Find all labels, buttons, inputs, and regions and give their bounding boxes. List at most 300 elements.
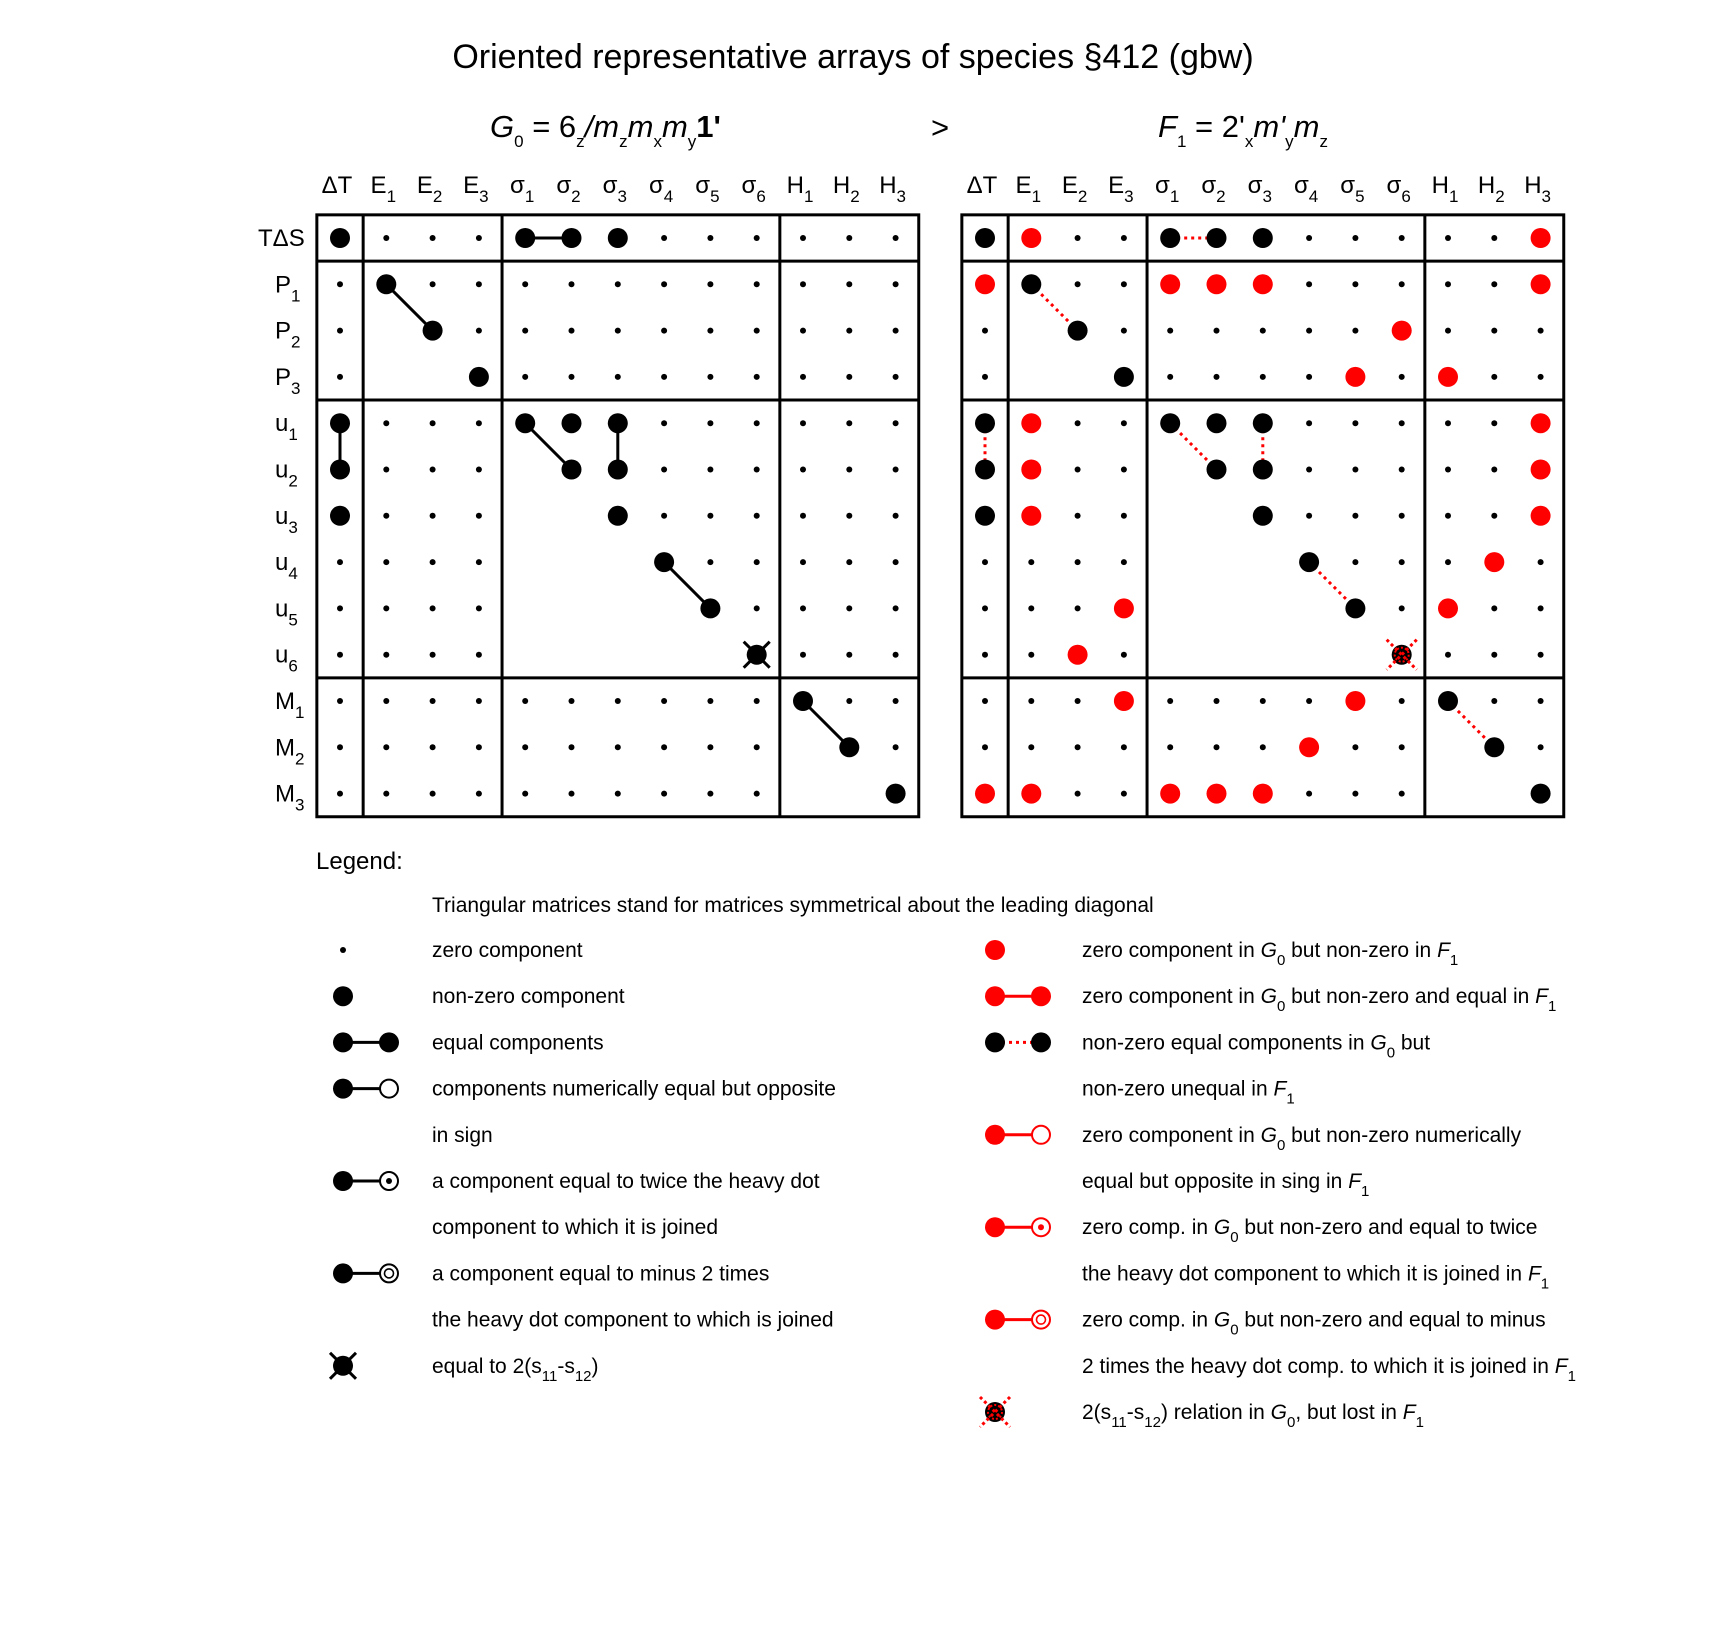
right-col-header (1340, 172, 1364, 206)
legend-left-symbol (333, 1032, 399, 1052)
left-zero-dot (522, 698, 528, 704)
right-zero-dot (1538, 652, 1544, 658)
legend-left-text: in sign (432, 1123, 493, 1147)
right-red-dot (975, 274, 995, 294)
left-zero-dot (754, 744, 760, 750)
right-col-header-base: E (1015, 172, 1032, 199)
right-red-dot (1345, 691, 1365, 711)
legend-part: , but lost in (1295, 1401, 1403, 1424)
left-nonzero-dot (562, 413, 582, 433)
right-zero-dot (1214, 374, 1220, 380)
left-zero-dot (476, 281, 482, 287)
right-zero-dot (1167, 374, 1173, 380)
left-col-header-base: E (463, 172, 480, 199)
left-zero-dot (569, 281, 575, 287)
left-zero-dot (476, 328, 482, 334)
right-zero-dot (1214, 328, 1220, 334)
left-zero-dot (522, 791, 528, 797)
right-red-dot (1114, 691, 1134, 711)
right-zero-dot (982, 652, 988, 658)
right-zero-dot (1028, 652, 1034, 658)
right-zero-dot (1075, 420, 1081, 426)
left-col-header-sub: 6 (756, 187, 766, 206)
right-nonzero-dot (1114, 367, 1134, 387)
left-nonzero-dot (700, 598, 720, 618)
row-header-base: u (275, 502, 289, 530)
left-nonzero-dot (330, 228, 350, 248)
legend-part: G (1213, 1308, 1231, 1332)
right-col-header-sub: 2 (1495, 187, 1505, 206)
right-zero-dot (1352, 420, 1358, 426)
right-col-header (1155, 172, 1179, 206)
right-zero-dot (1306, 281, 1312, 287)
right-nonzero-dot (1207, 460, 1227, 480)
left-zero-dot (754, 235, 760, 241)
right-zero-dot (1491, 328, 1497, 334)
left-col-header-sub: 3 (479, 187, 489, 206)
left-zero-dot (893, 235, 899, 241)
left-nonzero-dot (886, 784, 906, 804)
right-nonzero-dot (1253, 506, 1273, 526)
right-zero-dot (1491, 698, 1497, 704)
right-zero-dot (1445, 559, 1451, 565)
legend-part: non-zero equal components in (1082, 1031, 1371, 1055)
left-zero-dot (522, 328, 528, 334)
left-zero-dot (430, 698, 436, 704)
right-zero-dot (1306, 420, 1312, 426)
right-nonzero-dot (1021, 274, 1041, 294)
legend-left-symbol (333, 986, 353, 1006)
left-zero-dot (893, 374, 899, 380)
right-zero-dot (1445, 328, 1451, 334)
legend-left-text: the heavy dot component to which is joined (432, 1308, 834, 1332)
right-zero-dot (1445, 420, 1451, 426)
legend-part: F (1554, 1354, 1568, 1378)
row-header-base: u (275, 410, 289, 438)
left-zero-dot (661, 744, 667, 750)
right-zero-dot (1491, 652, 1497, 658)
legend-part: but non-zero and equal to minus (1238, 1308, 1546, 1332)
left-zero-dot (707, 281, 713, 287)
left-zero-dot (661, 281, 667, 287)
row-header-sub: 1 (295, 703, 305, 722)
legend-heading: Legend: (316, 848, 403, 875)
left-zero-dot (337, 559, 343, 565)
left-zero-dot (893, 605, 899, 611)
left-zero-dot (476, 420, 482, 426)
row-header (275, 410, 298, 444)
right-red-dot (1253, 274, 1273, 294)
left-col-header-sub: 2 (850, 187, 860, 206)
right-zero-dot (1445, 281, 1451, 287)
right-red-dot (1531, 506, 1551, 526)
row-header (275, 734, 304, 768)
right-col-header (1108, 172, 1133, 206)
left-zero-dot (430, 744, 436, 750)
left-zero-dot (337, 328, 343, 334)
right-red-dot (1438, 598, 1458, 618)
left-nonzero-dot (562, 460, 582, 480)
left-col-header-base: H (786, 172, 804, 199)
right-zero-dot (1306, 791, 1312, 797)
left-zero-dot (893, 513, 899, 519)
left-zero-dot (846, 281, 852, 287)
legend-part: G (1260, 939, 1277, 962)
right-col-header-sub: 1 (1031, 187, 1042, 206)
legend-part: 11 (541, 1367, 558, 1385)
row-header-base: u (275, 549, 289, 577)
left-nonzero-dot (515, 413, 535, 433)
legend-part: zero comp. in (1082, 1308, 1214, 1332)
left-zero-dot (430, 281, 436, 287)
right-zero-dot (1028, 559, 1034, 565)
left-zero-dot (476, 559, 482, 565)
right-zero-dot (1491, 467, 1497, 473)
right-col-header-sub: 3 (1541, 187, 1552, 206)
legend-right-text (1082, 1355, 1576, 1385)
left-nonzero-dot (608, 506, 628, 526)
right-zero-dot (1075, 791, 1081, 797)
row-header-sub: 2 (288, 471, 298, 491)
left-zero-dot (846, 652, 852, 658)
left-col-header-sub: 3 (617, 187, 627, 206)
legend-part: 12 (1144, 1414, 1161, 1431)
legend-part: 11 (1111, 1414, 1127, 1431)
right-zero-dot (1121, 235, 1127, 241)
legend-part: 2 times the heavy dot comp. to which it is joined in (1082, 1354, 1555, 1378)
legend-right-symbol (985, 1032, 1051, 1052)
left-col-header-sub: 1 (803, 187, 814, 206)
right-col-header (1201, 172, 1225, 206)
row-header-base: u (275, 456, 289, 484)
left-zero-dot (893, 281, 899, 287)
legend-left-text: component to which it is joined (432, 1216, 718, 1240)
left-zero-dot (569, 374, 575, 380)
right-zero-dot (1399, 559, 1405, 565)
left-col-header (695, 172, 719, 206)
row-header-base: M (275, 688, 295, 715)
right-zero-dot (1028, 698, 1034, 704)
legend-right-text (1082, 1309, 1546, 1339)
legend-left-text: equal components (432, 1031, 604, 1055)
right-relation-marker (1387, 640, 1417, 670)
right-col-header-base: σ (1386, 172, 1402, 199)
row-header-sub: 2 (291, 332, 301, 352)
left-zero-dot (337, 605, 343, 611)
right-zero-dot (1214, 744, 1220, 750)
left-zero-dot (383, 791, 389, 797)
right-zero-dot (1075, 559, 1081, 565)
left-zero-dot (800, 420, 806, 426)
row-header (275, 318, 300, 352)
right-zero-dot (1352, 791, 1358, 797)
left-zero-dot (569, 328, 575, 334)
left-zero-dot (893, 328, 899, 334)
row-header (275, 364, 300, 398)
left-col-header-sub: 1 (524, 187, 535, 206)
left-col-header-base: E (370, 172, 387, 199)
left-zero-dot (893, 744, 899, 750)
right-red-dot (1021, 784, 1041, 804)
legend-right-text (1082, 1031, 1430, 1061)
right-zero-dot (1538, 559, 1544, 565)
row-header-sub: 3 (295, 795, 305, 815)
left-zero-dot (615, 281, 621, 287)
left-zero-dot (893, 467, 899, 473)
relation-symbol: > (930, 110, 950, 145)
right-zero-dot (1121, 652, 1127, 658)
left-relation-marker (744, 642, 770, 668)
legend-right-text (1082, 1401, 1424, 1431)
left-zero-dot (476, 791, 482, 797)
right-zero-dot (1121, 513, 1127, 519)
left-zero-dot (615, 328, 621, 334)
left-zero-dot (337, 652, 343, 658)
left-col-header (371, 172, 396, 206)
right-red-dot (1021, 413, 1041, 433)
legend-right-symbol (985, 1125, 1050, 1145)
right-zero-dot (982, 698, 988, 704)
left-col-header-base: E (416, 172, 433, 199)
left-zero-dot (383, 605, 389, 611)
legend-part: F (1527, 1262, 1541, 1286)
right-col-header-sub: 1 (1448, 187, 1459, 206)
left-zero-dot (893, 698, 899, 704)
right-zero-dot (1167, 698, 1173, 704)
right-zero-dot (1491, 513, 1497, 519)
legend-part: but (1395, 1031, 1431, 1055)
left-col-header (742, 172, 766, 206)
right-red-dot (1531, 228, 1551, 248)
legend-right-symbol (985, 940, 1005, 960)
left-zero-dot (615, 374, 621, 380)
right-zero-dot (1445, 235, 1451, 241)
right-zero-dot (1260, 374, 1266, 380)
left-col-header (833, 172, 860, 206)
left-zero-dot (754, 281, 760, 287)
row-header-base: u (275, 595, 289, 623)
right-nonzero-dot (1160, 228, 1180, 248)
right-zero-dot (1121, 559, 1127, 565)
right-zero-dot (1352, 235, 1358, 241)
legend-part: zero component in (1082, 985, 1261, 1009)
left-zero-dot (569, 744, 575, 750)
left-col-header (510, 172, 534, 206)
legend-part: G (1370, 1031, 1387, 1055)
right-red-dot (1207, 274, 1227, 294)
left-zero-dot (846, 698, 852, 704)
right-zero-dot (1399, 467, 1405, 473)
right-zero-dot (1028, 744, 1034, 750)
left-zero-dot (476, 467, 482, 473)
left-col-header (787, 172, 814, 206)
right-zero-dot (1399, 374, 1405, 380)
legend-left-text: components numerically equal but opposite (432, 1077, 836, 1101)
left-zero-dot (522, 281, 528, 287)
legend-part: but non-zero and equal in (1285, 985, 1536, 1009)
right-red-dot (1253, 784, 1273, 804)
right-nonzero-dot (1438, 691, 1458, 711)
right-zero-dot (1445, 513, 1451, 519)
left-zero-dot (383, 698, 389, 704)
right-zero-dot (1306, 467, 1312, 473)
right-zero-dot (982, 605, 988, 611)
right-col-header-base: σ (1293, 172, 1309, 199)
left-zero-dot (661, 420, 667, 426)
right-zero-dot (1352, 513, 1358, 519)
right-red-dot (1068, 645, 1088, 665)
legend-part: but non-zero numerically (1285, 1123, 1522, 1147)
left-zero-dot (707, 513, 713, 519)
left-zero-dot (800, 374, 806, 380)
legend-part: -s (557, 1354, 575, 1378)
left-zero-dot (754, 698, 760, 704)
legend-part: 1 (1361, 1183, 1370, 1200)
row-header (275, 688, 304, 722)
right-zero-dot (1399, 605, 1405, 611)
right-red-dot (1531, 413, 1551, 433)
left-col-header (879, 172, 906, 206)
right-zero-dot (1538, 698, 1544, 704)
left-zero-dot (846, 559, 852, 565)
legend-part: 1 (1449, 952, 1459, 969)
right-col-header-sub: 2 (1077, 187, 1088, 206)
legend-left-symbol (340, 947, 346, 953)
right-zero-dot (1491, 605, 1497, 611)
right-zero-dot (1491, 281, 1497, 287)
left-zero-dot (800, 281, 806, 287)
right-zero-dot (1399, 791, 1405, 797)
left-zero-dot (615, 744, 621, 750)
left-nonzero-dot (608, 413, 628, 433)
right-red-dot (1160, 784, 1180, 804)
right-zero-dot (1445, 467, 1451, 473)
right-col-header-base: H (1477, 172, 1496, 199)
left-col-header (649, 172, 673, 206)
right-zero-dot (1075, 467, 1081, 473)
left-col-header-base: σ (556, 172, 572, 199)
right-col-header-sub: 4 (1308, 187, 1319, 206)
left-zero-dot (476, 605, 482, 611)
legend-right-text (1082, 1124, 1522, 1154)
legend-right-symbol (985, 1310, 1050, 1330)
right-zero-dot (1121, 328, 1127, 334)
row-header-base: TΔS (258, 225, 305, 252)
legend-part: 0 (1287, 1414, 1296, 1431)
left-zero-dot (800, 513, 806, 519)
legend-part: -s (1126, 1401, 1145, 1424)
left-zero-dot (430, 559, 436, 565)
row-header-sub: 6 (288, 656, 298, 676)
legend-part: 1 (1286, 1090, 1295, 1108)
left-zero-dot (707, 467, 713, 473)
right-zero-dot (1399, 744, 1405, 750)
right-zero-dot (982, 744, 988, 750)
left-nonzero-dot (608, 228, 628, 248)
legend-right-symbol (985, 1217, 1050, 1237)
right-red-dot (1484, 552, 1504, 572)
left-zero-dot (430, 652, 436, 658)
right-zero-dot (1306, 374, 1312, 380)
right-zero-dot (1352, 281, 1358, 287)
right-zero-dot (1121, 744, 1127, 750)
left-zero-dot (522, 374, 528, 380)
legend-part: G (1270, 1401, 1288, 1424)
left-zero-dot (661, 698, 667, 704)
row-header (275, 549, 298, 583)
left-col-header-base: σ (695, 172, 711, 199)
legend-part: zero component in (1082, 1123, 1261, 1147)
left-col-header-base: ΔT (321, 172, 353, 199)
right-red-dot (1299, 737, 1319, 757)
right-zero-dot (1260, 698, 1266, 704)
row-header (275, 503, 298, 537)
left-zero-dot (800, 328, 806, 334)
left-zero-dot (800, 652, 806, 658)
right-col-header (1248, 172, 1272, 206)
left-zero-dot (707, 374, 713, 380)
right-col-header-sub: 3 (1262, 187, 1272, 206)
legend-part: 1 (1567, 1367, 1576, 1385)
legend-part: non-zero unequal in (1082, 1077, 1274, 1101)
left-zero-dot (476, 652, 482, 658)
left-zero-dot (569, 791, 575, 797)
right-col-header (1432, 172, 1459, 206)
right-col-header-base: ΔT (966, 172, 998, 199)
legend-right-symbol (980, 1397, 1010, 1427)
legend-part: zero comp. in (1082, 1216, 1214, 1240)
right-nonzero-dot (1299, 552, 1319, 572)
left-zero-dot (707, 328, 713, 334)
right-red-dot (1438, 367, 1458, 387)
matrix-left (258, 172, 919, 817)
right-zero-dot (982, 328, 988, 334)
left-zero-dot (800, 605, 806, 611)
right-zero-dot (1121, 467, 1127, 473)
right-red-dot (1531, 274, 1551, 294)
left-zero-dot (707, 420, 713, 426)
legend-part: 0 (1276, 998, 1286, 1016)
left-zero-dot (337, 698, 343, 704)
legend-right (980, 939, 1576, 1431)
left-zero-dot (661, 374, 667, 380)
legend-part: 1 (1415, 1414, 1424, 1431)
right-zero-dot (1075, 235, 1081, 241)
left-col-header (417, 172, 442, 206)
row-header-base: P (275, 317, 292, 345)
right-zero-dot (982, 559, 988, 565)
left-zero-dot (383, 744, 389, 750)
legend-part: 0 (1276, 1136, 1286, 1154)
left-nonzero-dot (839, 737, 859, 757)
left-zero-dot (661, 328, 667, 334)
right-col-header (1387, 172, 1411, 206)
right-zero-dot (1260, 328, 1266, 334)
legend-part: G (1213, 1216, 1231, 1240)
left-zero-dot (337, 374, 343, 380)
legend-part: F (1402, 1401, 1416, 1424)
right-zero-dot (1121, 791, 1127, 797)
right-zero-dot (1399, 281, 1405, 287)
legend-part: ) (591, 1354, 599, 1378)
left-zero-dot (754, 513, 760, 519)
left-zero-dot (754, 791, 760, 797)
left-zero-dot (383, 652, 389, 658)
left-zero-dot (661, 467, 667, 473)
left-nonzero-dot (330, 413, 350, 433)
right-zero-dot (1260, 744, 1266, 750)
left-zero-dot (383, 420, 389, 426)
